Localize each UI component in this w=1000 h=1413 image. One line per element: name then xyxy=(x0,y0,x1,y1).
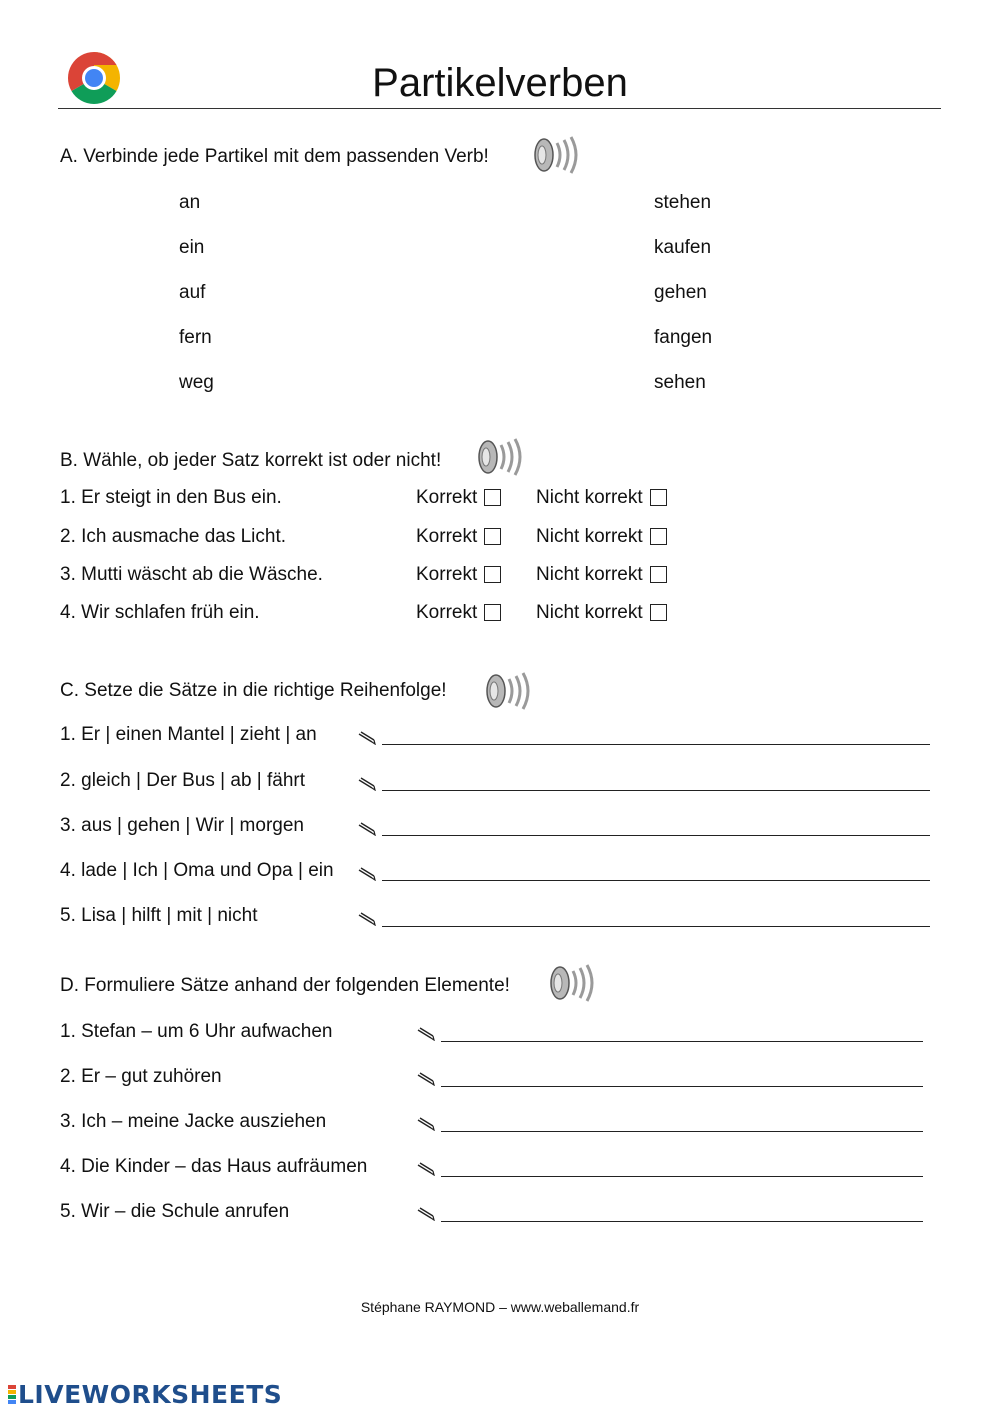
incorrect-option xyxy=(536,563,667,587)
scrambled-sentence: 4. lade | Ich | Oma und Opa | ein xyxy=(60,860,334,881)
sentence-text: 3. Mutti wäscht ab die Wäsche. xyxy=(60,564,323,585)
verb-item[interactable]: fangen xyxy=(654,327,713,348)
correct-label: Korrekt xyxy=(416,564,478,585)
sentence-text: 1. Er steigt in den Bus ein. xyxy=(60,487,282,508)
incorrect-label: Nicht korrekt xyxy=(536,602,643,623)
brand-bars-icon xyxy=(8,1385,16,1404)
answer-line[interactable] xyxy=(441,1131,923,1132)
pencil-icon xyxy=(358,867,376,881)
answer-line[interactable] xyxy=(441,1176,923,1177)
correct-option xyxy=(416,563,501,587)
sentence-elements: 5. Wir – die Schule anrufen xyxy=(60,1201,290,1222)
pencil-icon xyxy=(358,822,376,836)
verb-item[interactable]: kaufen xyxy=(654,237,712,258)
pencil-icon xyxy=(358,731,376,745)
pencil-icon xyxy=(417,1072,435,1086)
scrambled-sentence: 1. Er | einen Mantel | zieht | an xyxy=(60,724,317,745)
incorrect-option xyxy=(536,486,667,510)
particle-item[interactable]: an xyxy=(179,192,201,213)
scrambled-sentence: 2. gleich | Der Bus | ab | fährt xyxy=(60,770,306,791)
answer-line[interactable] xyxy=(382,926,930,927)
correct-label: Korrekt xyxy=(416,487,478,508)
sentence-text: 2. Ich ausmache das Licht. xyxy=(60,526,287,547)
scrambled-sentence: 5. Lisa | hilft | mit | nicht xyxy=(60,905,258,926)
incorrect-checkbox[interactable] xyxy=(650,604,667,621)
verb-item[interactable]: sehen xyxy=(654,372,706,393)
correct-checkbox[interactable] xyxy=(484,489,501,506)
correct-checkbox[interactable] xyxy=(484,566,501,583)
correct-label: Korrekt xyxy=(416,526,478,547)
scrambled-sentence: 3. aus | gehen | Wir | morgen xyxy=(60,815,304,836)
answer-line[interactable] xyxy=(382,744,930,745)
pencil-icon xyxy=(358,777,376,791)
sentence-elements: 2. Er – gut zuhören xyxy=(60,1066,222,1087)
verb-item[interactable]: gehen xyxy=(654,282,707,303)
particle-item[interactable]: fern xyxy=(179,327,212,348)
speaker-icon[interactable] xyxy=(530,134,582,176)
answer-line[interactable] xyxy=(441,1041,923,1042)
particle-item[interactable]: weg xyxy=(179,372,214,393)
brand-name: LIVEWORKSHEETS xyxy=(18,1379,283,1409)
answer-line[interactable] xyxy=(382,835,930,836)
sentence-elements: 3. Ich – meine Jacke ausziehen xyxy=(60,1111,327,1132)
correct-option xyxy=(416,525,501,549)
incorrect-label: Nicht korrekt xyxy=(536,564,643,585)
pencil-icon xyxy=(417,1207,435,1221)
pencil-icon xyxy=(417,1117,435,1131)
liveworksheets-logo[interactable] xyxy=(8,1378,282,1410)
footer-credit: Stéphane RAYMOND – www.weballemand.fr xyxy=(360,1299,640,1315)
incorrect-checkbox[interactable] xyxy=(650,566,667,583)
pencil-icon xyxy=(417,1162,435,1176)
speaker-icon[interactable] xyxy=(482,670,534,712)
section-b-heading: B. Wähle, ob jeder Satz korrekt ist oder nicht! xyxy=(60,450,442,471)
verb-item[interactable]: stehen xyxy=(654,192,712,213)
answer-line[interactable] xyxy=(441,1086,923,1087)
correct-checkbox[interactable] xyxy=(484,528,501,545)
answer-line[interactable] xyxy=(382,880,930,881)
title-divider xyxy=(58,108,941,109)
answer-line[interactable] xyxy=(441,1221,923,1222)
section-a-heading: A. Verbinde jede Partikel mit dem passenden Verb! xyxy=(60,146,489,167)
correct-option xyxy=(416,601,501,625)
correct-label: Korrekt xyxy=(416,602,478,623)
incorrect-option xyxy=(536,601,667,625)
sentence-elements: 4. Die Kinder – das Haus aufräumen xyxy=(60,1156,368,1177)
pencil-icon xyxy=(417,1027,435,1041)
particle-item[interactable]: auf xyxy=(179,282,206,303)
particle-item[interactable]: ein xyxy=(179,237,205,258)
incorrect-checkbox[interactable] xyxy=(650,489,667,506)
page-title: Partikelverben xyxy=(372,61,628,105)
speaker-icon[interactable] xyxy=(474,436,526,478)
incorrect-label: Nicht korrekt xyxy=(536,487,643,508)
section-c-heading: C. Setze die Sätze in die richtige Reihenfolge! xyxy=(60,680,447,701)
correct-checkbox[interactable] xyxy=(484,604,501,621)
correct-option xyxy=(416,486,501,510)
incorrect-checkbox[interactable] xyxy=(650,528,667,545)
speaker-icon[interactable] xyxy=(546,962,598,1004)
sentence-elements: 1. Stefan – um 6 Uhr aufwachen xyxy=(60,1021,333,1042)
incorrect-label: Nicht korrekt xyxy=(536,526,643,547)
incorrect-option xyxy=(536,525,667,549)
answer-line[interactable] xyxy=(382,790,930,791)
section-d-heading: D. Formuliere Sätze anhand der folgenden Elemente! xyxy=(60,975,510,996)
sentence-text: 4. Wir schlafen früh ein. xyxy=(60,602,260,623)
pencil-icon xyxy=(358,912,376,926)
